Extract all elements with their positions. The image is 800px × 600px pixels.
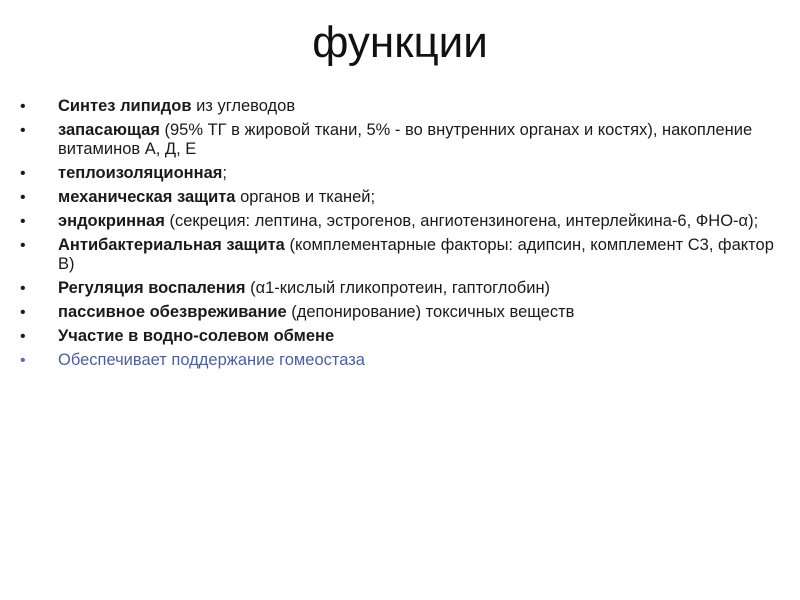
list-item-lipid-synthesis (18, 97, 788, 116)
bullet-icon: • (20, 304, 26, 321)
list-item-detox (18, 303, 788, 322)
bullet-icon: • (20, 352, 26, 369)
list-item-thermal-insulation (18, 164, 788, 183)
list-item-inflammation (18, 279, 788, 298)
list-item-text: (секреция: лептина, эстрогенов, ангиотензиногена, интерлейкина-6, ФНО-α); (164, 212, 759, 230)
list-item-water-salt (18, 327, 788, 346)
bullet-icon: • (20, 280, 26, 297)
list-item-term: Участие в водно-солевом обмене (58, 327, 335, 345)
list-item-homeostasis (18, 351, 788, 370)
bullet-icon: • (20, 189, 26, 206)
list-item-text: (α1-кислый гликопротеин, гаптоглобин) (245, 279, 551, 297)
list-item-term: пассивное обезвреживание (58, 303, 287, 321)
list-item-term: запасающая (58, 121, 160, 139)
list-item-term: эндокринная (58, 212, 165, 230)
list-item-term: Синтез липидов (58, 97, 192, 115)
list-item-mechanical-protection (18, 188, 788, 207)
bullet-icon: • (20, 122, 26, 139)
list-item-text: Обеспечивает поддержание гомеостаза (58, 351, 365, 369)
list-item-text: ; (222, 164, 227, 182)
list-item-term: теплоизоляционная (58, 164, 223, 182)
slide-title: функции (312, 18, 488, 67)
list-item-text: (комплементарные факторы: адипсин, комплемент С3, фактор В) (58, 236, 774, 273)
list-item-term: механическая защита (58, 188, 236, 206)
bullet-icon: • (20, 328, 26, 345)
bullet-icon: • (20, 237, 26, 254)
function-list (18, 97, 788, 375)
list-item-antibacterial (18, 236, 788, 274)
list-item-text: органов и тканей; (235, 188, 376, 206)
list-item-storage (18, 121, 788, 159)
list-item-text: (депонирование) токсичных веществ (286, 303, 575, 321)
list-item-text: из углеводов (191, 97, 296, 115)
list-item-text: (95% ТГ в жировой ткани, 5% - во внутренних органах и костях), накопление витаминов А, Д, Е (58, 121, 753, 158)
bullet-icon: • (20, 213, 26, 230)
bullet-icon: • (20, 98, 26, 115)
bullet-icon: • (20, 165, 26, 182)
list-item-term: Регуляция воспаления (58, 279, 246, 297)
list-item-endocrine (18, 212, 788, 231)
list-item-term: Антибактериальная защита (58, 236, 285, 254)
